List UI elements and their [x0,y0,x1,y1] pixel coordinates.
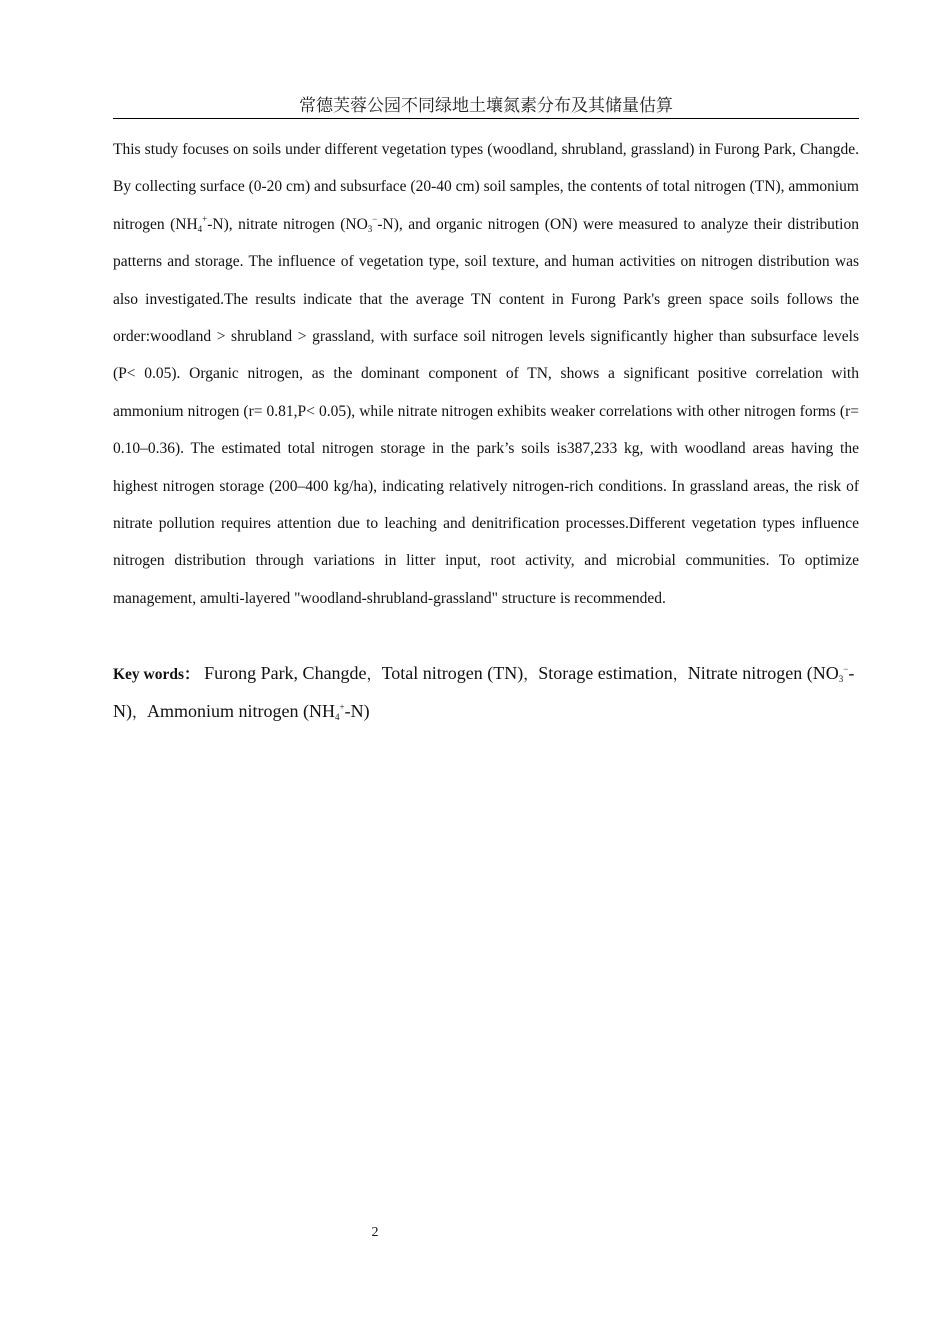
keyword-separator: ， [523,665,539,683]
keyword-separator: ， [672,665,688,683]
subscript: 3 [367,223,373,234]
keyword-text: Ammonium nitrogen (NH [147,701,335,721]
abstract-text: -N), and organic nitrogen (ON) were measured to analyze their distribution patterns and storage. The influence of vegetation type, soil texture, and human activities on nitrogen distribution was also investigated.The results indicate that the average TN content in Furong Park's green space soils follows the order:woodland > shrubland > grassland, with surface soil nitrogen levels significantly higher than subsurface levels (P< 0.05). Organic nitrogen, as the dominant component of TN, shows a significant positive correlation with ammonium nitrogen (r= 0.81,P< 0.05), while nitrate nitrogen exhibits weaker correlations with other nitrogen forms (r= 0.10–0.36). The estimated total nitrogen storage in the park’s soils is387,233 kg, with woodland areas having the highest nitrogen storage (200–400 kg/ha), indicating relatively nitrogen-rich conditions. In grassland areas, the risk of nitrate pollution requires attention due to leaching and denitrification processes.Different vegetation types influence nitrogen distribution through variations in litter input, root activity, and microbial communities. To optimize management, amulti-layered "woodland-shrubland-grassland" structure is recommended. [113,215,859,607]
subscript: 3 [838,674,844,684]
keyword-text: -N) [344,701,370,721]
subscript: 4 [335,712,340,722]
keyword-separator: ， [132,703,148,721]
running-header [113,96,859,119]
keywords-label [113,666,200,683]
running-header-title: 常德芙蓉公园不同绿地土壤氮素分布及其储量估算 [299,96,673,116]
subscript: 4 [197,223,203,234]
abstract-text: -N), nitrate nitrogen (NO [207,215,368,233]
keywords-paragraph [113,655,859,731]
superscript: − [843,664,849,674]
superscript: − [372,213,378,224]
keyword: Storage estimation [538,663,673,683]
keyword [147,701,370,721]
superscript: + [339,702,345,712]
page-number: 2 [371,1225,379,1240]
abstract-text: This study focuses on soils under different vegetation types (woodland, shrubland, grassland) in Furong Park, Changde. By collecting surface (0-20 cm) and subsurface (20-40 cm) soil samples, the contents of total nitrogen (TN), ammonium nitrogen (NH [113,141,859,233]
keyword-text: (NO [806,663,839,683]
keyword-separator: ， [366,665,382,683]
keyword: Nitrate nitrogen [687,663,803,683]
keyword-text: -N) [113,663,855,721]
abstract-paragraph [113,131,859,617]
keyword: Furong Park, Changde [204,663,367,683]
keywords-label-text: Key words [113,666,185,683]
keywords-label-colon: ： [184,666,200,683]
superscript: + [202,213,208,224]
keyword: Total nitrogen (TN) [381,663,524,683]
